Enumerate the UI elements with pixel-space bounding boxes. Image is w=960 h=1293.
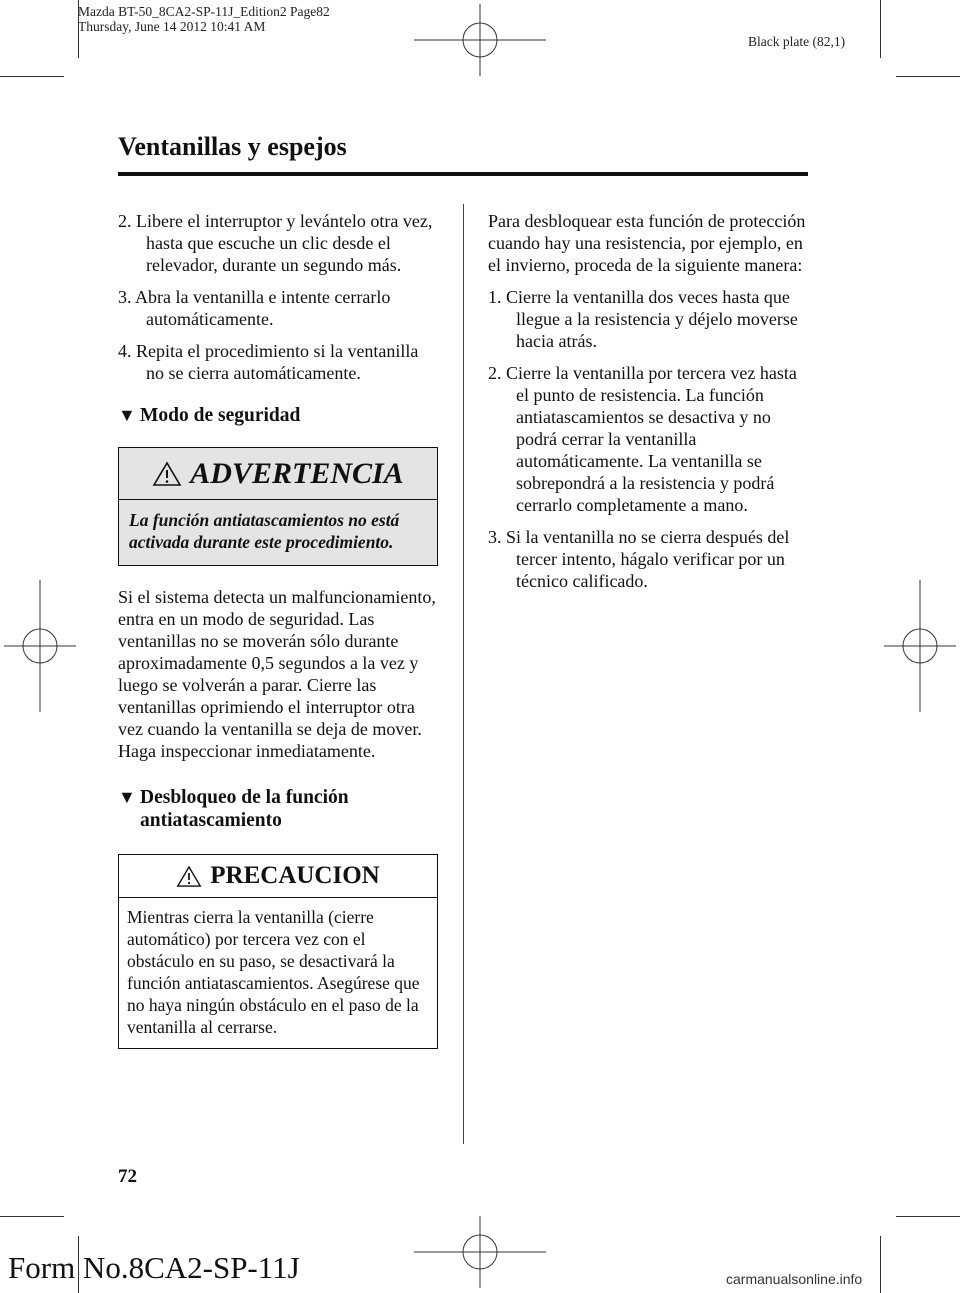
print-header-line2: Thursday, June 14 2012 10:41 AM — [78, 19, 266, 34]
caution-box — [118, 854, 438, 1049]
warning-title: ADVERTENCIA — [119, 448, 437, 500]
warning-triangle-icon — [176, 865, 202, 888]
warning-text: La función antiatascamientos no está activada durante este procedimiento. — [119, 500, 437, 565]
heading-unlock: ▼ Desbloqueo de la función antiatascamiento — [118, 787, 349, 831]
title-rule — [118, 172, 808, 176]
column-divider — [463, 204, 464, 1144]
warning-box — [118, 447, 438, 566]
down-triangle-icon: ▼ — [118, 787, 136, 807]
list-item: 2. Cierre la ventanilla por tercera vez hasta el punto de resistencia. La función antiatascamientos se desactiva y no podrá cerrar la ventanilla automáticamente. La ventanilla se sobrepondrá a la resistencia y podrá cerrarlo completamente a mano. — [488, 363, 797, 515]
plate-label: Black plate (82,1) — [748, 34, 846, 49]
print-header-line1: Mazda BT-50_8CA2-SP-11J_Edition2 Page82 — [78, 4, 330, 19]
list-item: 3. Abra la ventanilla e intente cerrarlo automáticamente. — [118, 287, 391, 329]
list-item: 1. Cierre la ventanilla dos veces hasta que llegue a la resistencia y déjelo moverse hacia atrás. — [488, 287, 798, 351]
print-header — [78, 4, 330, 34]
watermark: carmanualsonline.info — [726, 1271, 863, 1287]
list-item: 3. Si la ventanilla no se cierra después del tercer intento, hágalo verificar por un técnico calificado. — [488, 527, 790, 591]
caution-text: Mientras cierra la ventanilla (cierre automático) por tercera vez con el obstáculo en su paso, se desactivará la función antiatascamientos. Asegúrese que no haya ningún obstáculo en el paso de la ventanilla al cerrarse. — [127, 907, 420, 1037]
caution-title: PRECAUCION — [119, 855, 437, 898]
form-number: Form No.8CA2-SP-11J — [8, 1250, 300, 1285]
section-title: Ventanillas y espejos — [118, 132, 347, 161]
down-triangle-icon: ▼ — [118, 405, 136, 425]
heading-safety-mode: ▼ Modo de seguridad — [118, 405, 301, 426]
right-column — [488, 210, 808, 602]
safety-paragraph: Si el sistema detecta un malfuncionamiento, entra en un modo de seguridad. Las ventanillas no se moverán sólo durante aproximadamente 0,5 segundos a la vez y luego se volverán a parar. Cierre las ventanillas oprimiendo el interruptor otra vez cuando la ventanilla se deja de mover. Haga inspeccionar inmediatamente. — [118, 587, 436, 761]
list-item: 4. Repita el procedimiento si la ventanilla no se cierra automáticamente. — [118, 341, 419, 383]
list-item: 2. Libere el interruptor y levántelo otra vez, hasta que escuche un clic desde el relevador, durante un segundo más. — [118, 211, 433, 275]
left-column — [118, 210, 438, 1049]
intro-paragraph: Para desbloquear esta función de protección cuando hay una resistencia, por ejemplo, en el invierno, proceda de la siguiente manera: — [488, 211, 806, 275]
warning-triangle-icon — [152, 461, 182, 487]
page-number: 72 — [118, 1166, 137, 1187]
